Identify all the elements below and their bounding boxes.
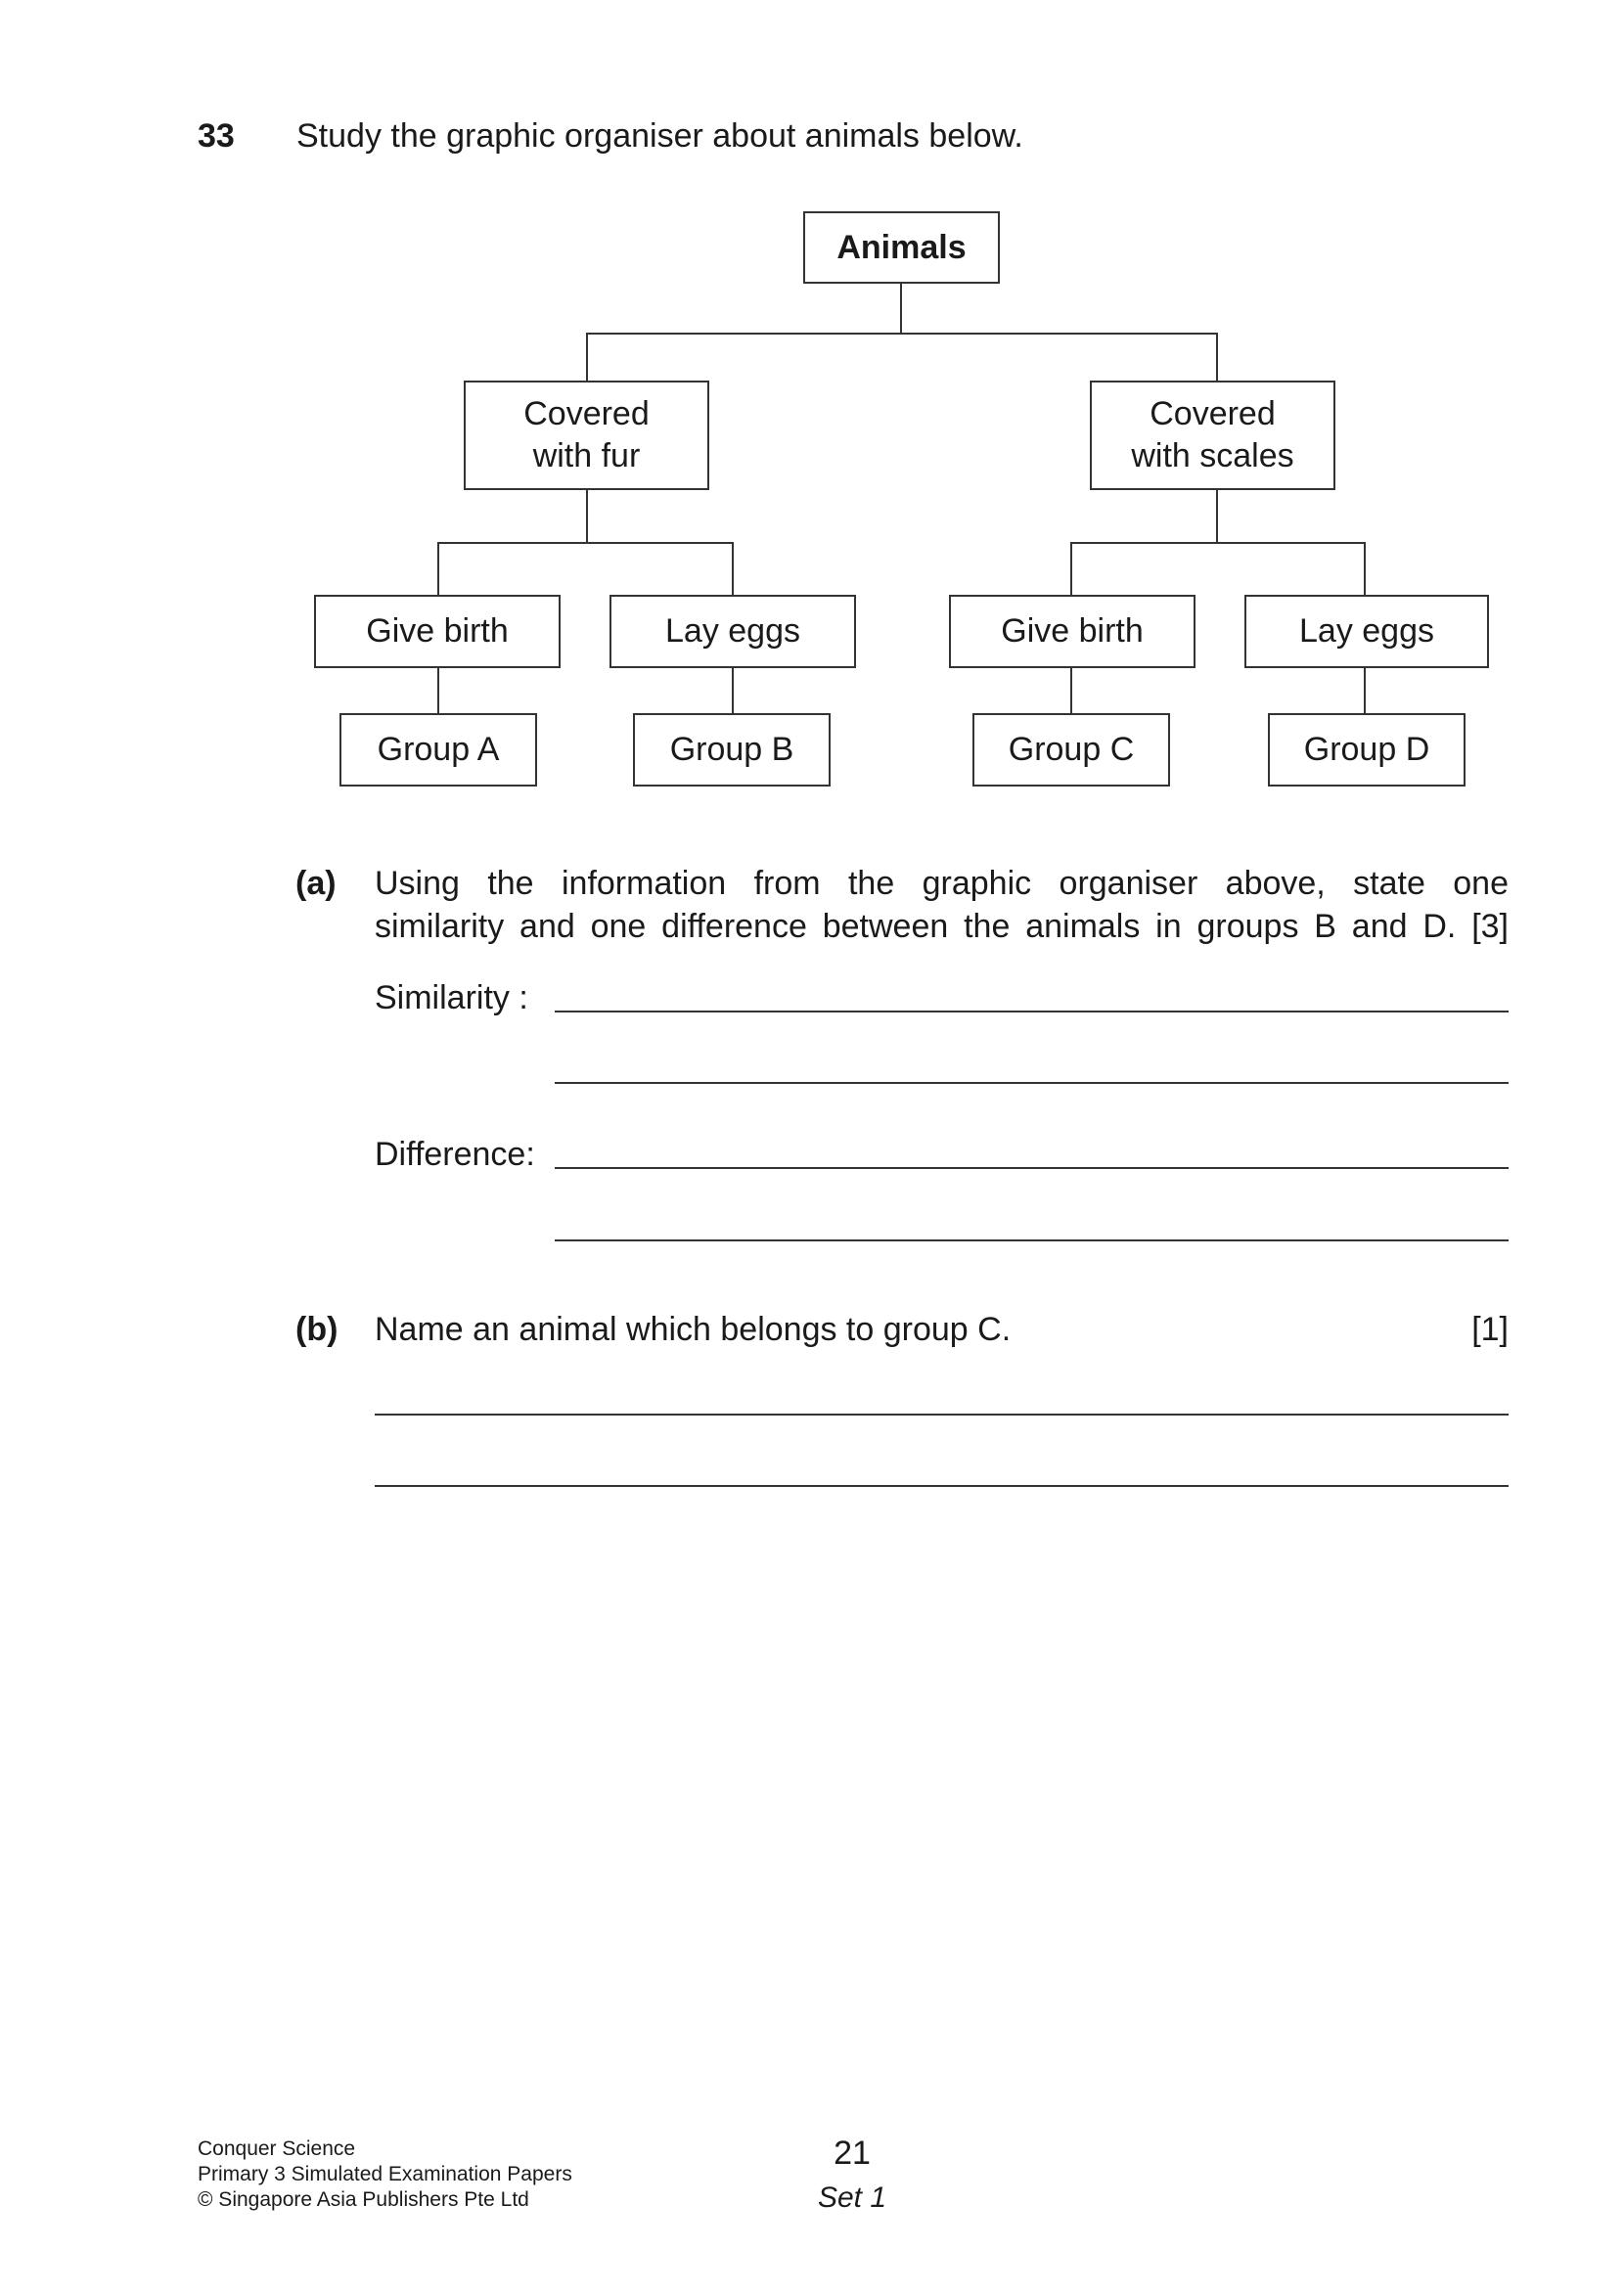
connector-line [437,542,734,544]
question-intro: Study the graphic organiser about animals below. [296,117,1023,155]
organiser-box-lay-eggs [1244,595,1489,668]
connector-line [732,542,734,595]
box-label: Group D [1303,731,1430,768]
connector-line [1070,668,1072,713]
footer-line: © Singapore Asia Publishers Pte Ltd [198,2188,529,2211]
part-b-answer-line-2[interactable] [375,1485,1509,1487]
question-number: 33 [198,117,235,155]
connector-line [1216,333,1218,381]
box-label: Lay eggs [665,612,800,650]
connector-line [586,490,588,543]
similarity-answer-line-2[interactable] [555,1082,1509,1084]
footer-line: Conquer Science [198,2137,356,2160]
connector-line [1070,542,1366,544]
organiser-box-group-a [339,713,537,787]
connector-line [900,284,902,334]
part-b-text: Name an animal which belongs to group C. [375,1311,1012,1348]
set-label: Set 1 [817,2182,887,2214]
part-b-label: (b) [295,1311,338,1348]
organiser-box-group-b [633,713,831,787]
footer-publication [198,2137,572,2213]
organiser-box-group-c [972,713,1170,787]
difference-answer-line-2[interactable] [555,1239,1509,1241]
box-label: Give birth [1001,612,1144,650]
connector-line [586,333,588,381]
organiser-box-group-d [1268,713,1466,787]
box-label: Group A [377,731,500,768]
organiser-box-scales [1090,381,1335,490]
box-label: Group B [669,731,794,768]
box-label-line: Covered [523,395,650,432]
similarity-label: Similarity : [375,979,528,1016]
part-a-text-line2: similarity and one difference between the animals in groups B and D. [3] [375,908,1509,945]
connector-line [586,333,1218,335]
connector-line [1070,542,1072,595]
box-label: Lay eggs [1299,612,1434,650]
box-label-line: with fur [532,437,641,474]
similarity-answer-line-1[interactable] [555,1011,1509,1012]
part-a-label: (a) [295,865,337,902]
organiser-box-fur [464,381,709,490]
part-b-marks: [1] [1471,1311,1509,1348]
organiser-root-box [803,211,1000,284]
box-label: Give birth [366,612,509,650]
part-a-text-line1: Using the information from the graphic organiser above, state one [375,865,1509,902]
part-b-answer-line-1[interactable] [375,1414,1509,1416]
connector-line [437,668,439,713]
organiser-root-label: Animals [836,228,967,266]
box-label: Group C [1008,731,1135,768]
connector-line [732,668,734,713]
organiser-box-give-birth [949,595,1195,668]
connector-line [1364,668,1366,713]
footer-line: Primary 3 Simulated Examination Papers [198,2163,572,2185]
difference-answer-line-1[interactable] [555,1167,1509,1169]
difference-label: Difference: [375,1136,535,1173]
connector-line [1364,542,1366,595]
organiser-box-lay-eggs [609,595,856,668]
connector-line [437,542,439,595]
page-number: 21 [834,2135,871,2172]
box-label-line: Covered [1150,395,1276,432]
box-label-line: with scales [1131,437,1294,474]
organiser-box-give-birth [314,595,561,668]
connector-line [1216,490,1218,543]
